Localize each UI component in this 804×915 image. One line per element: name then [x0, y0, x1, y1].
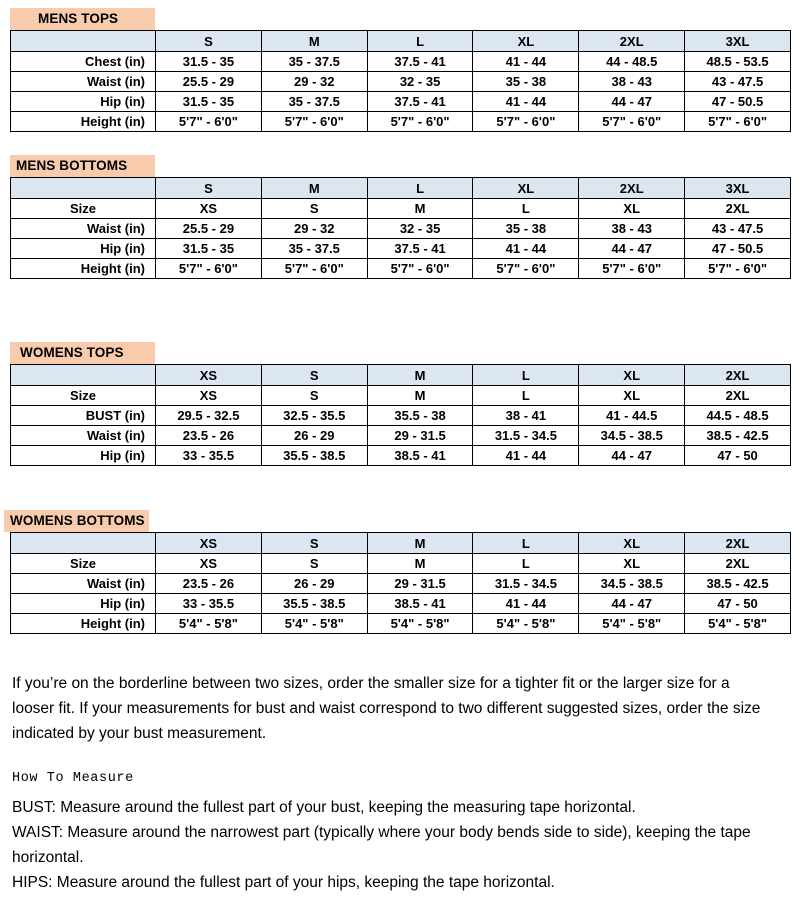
cell: 31.5 - 35	[156, 52, 262, 72]
row-label: Waist (in)	[11, 426, 156, 446]
cell: 37.5 - 41	[367, 92, 473, 112]
cell: 25.5 - 29	[156, 219, 262, 239]
header-cell-l: L	[473, 365, 579, 386]
row-label: Waist (in)	[11, 574, 156, 594]
cell: 5'7" - 6'0"	[156, 259, 262, 279]
cell: 2XL	[685, 554, 791, 574]
cell: 35 - 37.5	[261, 239, 367, 259]
table-row	[11, 52, 791, 72]
cell: 35 - 37.5	[261, 92, 367, 112]
cell: 38 - 43	[579, 219, 685, 239]
header-cell-m: M	[367, 533, 473, 554]
cell: 5'7" - 6'0"	[579, 112, 685, 132]
table-row	[11, 446, 791, 466]
table-womens-bottoms	[10, 532, 791, 634]
header-cell-l: L	[367, 31, 473, 52]
section-tab-mens-bottoms: MENS BOTTOMS	[10, 155, 155, 177]
cell: XL	[579, 386, 685, 406]
header-cell-xl: XL	[473, 178, 579, 199]
cell: XL	[579, 554, 685, 574]
cell: 35.5 - 38.5	[261, 446, 367, 466]
cell: 26 - 29	[261, 426, 367, 446]
table-row	[11, 72, 791, 92]
cell: 32.5 - 35.5	[261, 406, 367, 426]
header-cell-xl: XL	[473, 31, 579, 52]
header-cell-3xl: 3XL	[685, 178, 791, 199]
header-cell-xs: XS	[156, 533, 262, 554]
cell: 5'4" - 5'8"	[473, 614, 579, 634]
cell: 48.5 - 53.5	[685, 52, 791, 72]
measurement-bust: BUST: Measure around the fullest part of your bust, keeping the measuring tape horizontal.	[12, 799, 636, 816]
cell: 37.5 - 41	[367, 52, 473, 72]
cell: 44 - 48.5	[579, 52, 685, 72]
cell: 32 - 35	[367, 72, 473, 92]
cell: M	[367, 386, 473, 406]
row-label: Height (in)	[11, 259, 156, 279]
table-row	[11, 92, 791, 112]
row-label: Height (in)	[11, 614, 156, 634]
header-cell-s: S	[261, 365, 367, 386]
cell: 5'4" - 5'8"	[156, 614, 262, 634]
header-cell-m: M	[261, 31, 367, 52]
header-cell-2xl: 2XL	[685, 365, 791, 386]
cell: 29.5 - 32.5	[156, 406, 262, 426]
size-table-womens-bottoms	[10, 510, 790, 634]
section-tab-womens-tops: WOMENS TOPS	[10, 342, 155, 364]
header-cell-xs: XS	[156, 365, 262, 386]
cell: 47 - 50.5	[685, 239, 791, 259]
cell: 35.5 - 38	[367, 406, 473, 426]
cell: 32 - 35	[367, 219, 473, 239]
cell: XL	[579, 199, 685, 219]
cell: 44 - 47	[579, 239, 685, 259]
cell: 23.5 - 26	[156, 426, 262, 446]
cell: 38.5 - 41	[367, 446, 473, 466]
cell: XS	[156, 199, 262, 219]
cell: 5'7" - 6'0"	[156, 112, 262, 132]
table-row	[11, 426, 791, 446]
table-row	[11, 239, 791, 259]
cell: 5'7" - 6'0"	[685, 112, 791, 132]
table-row	[11, 259, 791, 279]
cell: 43 - 47.5	[685, 219, 791, 239]
cell: 38 - 41	[473, 406, 579, 426]
header-cell-corner	[11, 178, 156, 199]
cell: 34.5 - 38.5	[579, 426, 685, 446]
cell: 5'4" - 5'8"	[579, 614, 685, 634]
cell: 35 - 38	[473, 219, 579, 239]
header-cell-s: S	[156, 31, 262, 52]
row-label: Height (in)	[11, 112, 156, 132]
table-row	[11, 614, 791, 634]
table-mens-tops	[10, 30, 791, 132]
cell: 41 - 44	[473, 594, 579, 614]
cell: 31.5 - 35	[156, 239, 262, 259]
row-label: Hip (in)	[11, 92, 156, 112]
cell: L	[473, 386, 579, 406]
cell: 29 - 31.5	[367, 574, 473, 594]
cell: 26 - 29	[261, 574, 367, 594]
cell: 5'7" - 6'0"	[367, 112, 473, 132]
table-row	[11, 112, 791, 132]
cell: 38 - 43	[579, 72, 685, 92]
cell: S	[261, 199, 367, 219]
size-table-mens-tops	[10, 8, 790, 132]
header-cell-2xl: 2XL	[579, 178, 685, 199]
cell: 41 - 44	[473, 92, 579, 112]
header-cell-2xl: 2XL	[579, 31, 685, 52]
cell: M	[367, 554, 473, 574]
header-cell-corner	[11, 533, 156, 554]
cell: 35 - 37.5	[261, 52, 367, 72]
measurement-hips: HIPS: Measure around the fullest part of your hips, keeping the tape horizontal.	[12, 874, 555, 891]
cell: 29 - 32	[261, 72, 367, 92]
cell: 31.5 - 34.5	[473, 574, 579, 594]
header-cell-m: M	[367, 365, 473, 386]
table-row	[11, 594, 791, 614]
table-row	[11, 554, 791, 574]
cell: 47 - 50	[685, 594, 791, 614]
cell: 31.5 - 35	[156, 92, 262, 112]
row-label: Waist (in)	[11, 219, 156, 239]
cell: 38.5 - 42.5	[685, 574, 791, 594]
cell: 5'4" - 5'8"	[261, 614, 367, 634]
cell: 5'7" - 6'0"	[261, 259, 367, 279]
fit-note-paragraph: If you’re on the borderline between two sizes, order the smaller size for a tighter fit or the larger size for a looser fit. If your measurements for bust and waist correspond to two different suggested sizes, order the size indicated by your bust measurement.	[12, 675, 761, 742]
size-table-womens-tops	[10, 342, 790, 466]
table-womens-tops	[10, 364, 791, 466]
cell: 44 - 47	[579, 446, 685, 466]
size-table-mens-bottoms	[10, 155, 790, 279]
cell: 5'7" - 6'0"	[473, 259, 579, 279]
row-label: Size	[11, 554, 156, 574]
header-cell-s: S	[261, 533, 367, 554]
cell: 2XL	[685, 199, 791, 219]
cell: 47 - 50.5	[685, 92, 791, 112]
cell: 5'7" - 6'0"	[685, 259, 791, 279]
cell: 5'4" - 5'8"	[367, 614, 473, 634]
header-cell-l: L	[367, 178, 473, 199]
table-row	[11, 406, 791, 426]
header-cell-corner	[11, 365, 156, 386]
cell: 25.5 - 29	[156, 72, 262, 92]
cell: 2XL	[685, 386, 791, 406]
cell: 44 - 47	[579, 594, 685, 614]
cell: S	[261, 554, 367, 574]
cell: 38.5 - 42.5	[685, 426, 791, 446]
cell: 34.5 - 38.5	[579, 574, 685, 594]
cell: 5'7" - 6'0"	[579, 259, 685, 279]
row-label: Size	[11, 386, 156, 406]
cell: XS	[156, 554, 262, 574]
row-label: Size	[11, 199, 156, 219]
header-cell-l: L	[473, 533, 579, 554]
cell: 5'7" - 6'0"	[367, 259, 473, 279]
table-row	[11, 219, 791, 239]
cell: 41 - 44	[473, 52, 579, 72]
cell: 33 - 35.5	[156, 594, 262, 614]
measurement-waist: WAIST: Measure around the narrowest part (typically where your body bends side to side), keeping the tape horizontal.	[12, 824, 751, 866]
cell: 44.5 - 48.5	[685, 406, 791, 426]
cell: 35.5 - 38.5	[261, 594, 367, 614]
table-mens-bottoms	[10, 177, 791, 279]
row-label: Waist (in)	[11, 72, 156, 92]
cell: L	[473, 199, 579, 219]
cell: 5'7" - 6'0"	[473, 112, 579, 132]
table-header-row	[11, 365, 791, 386]
header-cell-xl: XL	[579, 533, 685, 554]
table-header-row	[11, 31, 791, 52]
cell: 33 - 35.5	[156, 446, 262, 466]
cell: L	[473, 554, 579, 574]
table-row	[11, 574, 791, 594]
header-cell-s: S	[156, 178, 262, 199]
cell: 41 - 44	[473, 446, 579, 466]
cell: S	[261, 386, 367, 406]
header-cell-xl: XL	[579, 365, 685, 386]
cell: 41 - 44	[473, 239, 579, 259]
row-label: Hip (in)	[11, 239, 156, 259]
cell: 35 - 38	[473, 72, 579, 92]
cell: 29 - 32	[261, 219, 367, 239]
measurement-instructions	[12, 795, 780, 895]
section-tab-womens-bottoms: WOMENS BOTTOMS	[4, 510, 149, 532]
header-cell-2xl: 2XL	[685, 533, 791, 554]
cell: 5'7" - 6'0"	[261, 112, 367, 132]
section-tab-mens-tops: MENS TOPS	[10, 8, 155, 30]
cell: 43 - 47.5	[685, 72, 791, 92]
cell: 23.5 - 26	[156, 574, 262, 594]
cell: M	[367, 199, 473, 219]
cell: 31.5 - 34.5	[473, 426, 579, 446]
row-label: BUST (in)	[11, 406, 156, 426]
how-to-measure-heading: How To Measure	[12, 771, 134, 786]
cell: XS	[156, 386, 262, 406]
table-header-row	[11, 178, 791, 199]
row-label: Chest (in)	[11, 52, 156, 72]
cell: 44 - 47	[579, 92, 685, 112]
header-cell-corner	[11, 31, 156, 52]
header-cell-3xl: 3XL	[685, 31, 791, 52]
table-header-row	[11, 533, 791, 554]
cell: 41 - 44.5	[579, 406, 685, 426]
cell: 37.5 - 41	[367, 239, 473, 259]
header-cell-m: M	[261, 178, 367, 199]
cell: 38.5 - 41	[367, 594, 473, 614]
row-label: Hip (in)	[11, 446, 156, 466]
cell: 29 - 31.5	[367, 426, 473, 446]
table-row	[11, 199, 791, 219]
table-row	[11, 386, 791, 406]
row-label: Hip (in)	[11, 594, 156, 614]
cell: 47 - 50	[685, 446, 791, 466]
cell: 5'4" - 5'8"	[685, 614, 791, 634]
